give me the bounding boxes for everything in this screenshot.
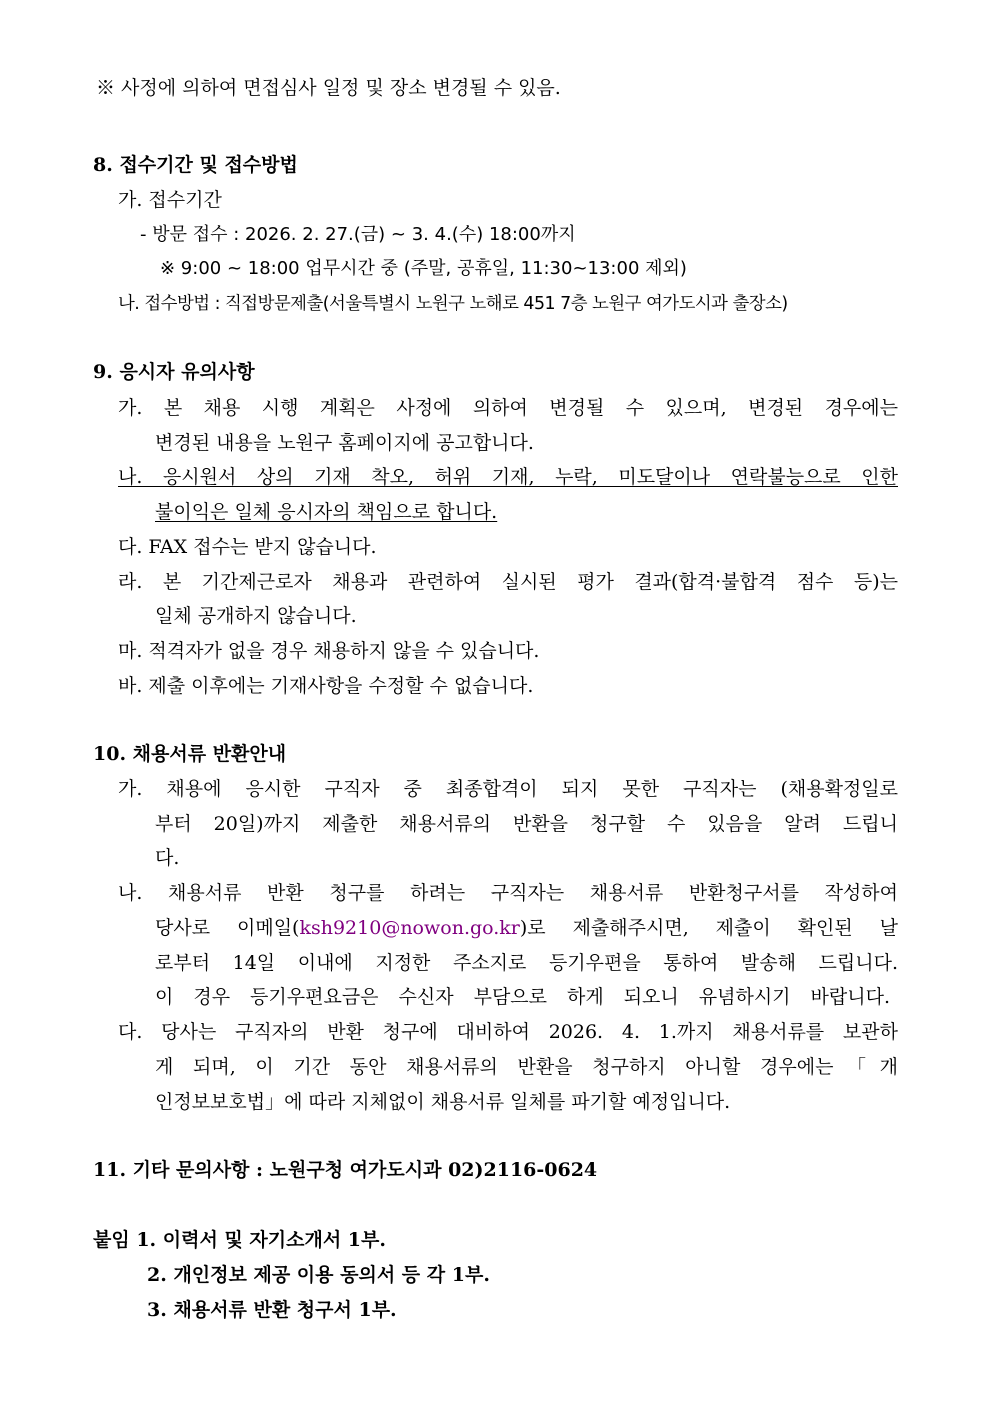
attachment-item-1: 붙임 1. 이력서 및 자기소개서 1부. (93, 1229, 386, 1251)
section-9-item-a-line1: 가. 본 채용 시행 계획은 사정에 의하여 변경될 수 있으며, 변경된 경우에는 (118, 397, 898, 419)
section-11-contact: 11. 기타 문의사항 : 노원구청 여가도시과 02)2116-0624 (93, 1159, 598, 1181)
section-10-item-c-line2: 게 되며, 이 기간 동안 채용서류의 반환을 청구하지 아니할 경우에는「개 (155, 1056, 898, 1078)
section-9-heading: 9. 응시자 유의사항 (93, 361, 255, 383)
section-9-item-c: 다. FAX 접수는 받지 않습니다. (118, 536, 377, 558)
section-9-item-a-line2: 변경된 내용을 노원구 홈페이지에 공고합니다. (155, 432, 534, 454)
section-10-item-a-line1: 가. 채용에 응시한 구직자 중 최종합격이 되지 못한 구직자는 (채용확정일로 (118, 778, 898, 800)
attachment-item-2: 2. 개인정보 제공 이용 동의서 등 각 1부. (147, 1264, 490, 1286)
section-10-item-b-line1: 나. 채용서류 반환 청구를 하려는 구직자는 채용서류 반환청구서를 작성하여 (118, 882, 898, 904)
section-10-heading: 10. 채용서류 반환안내 (93, 743, 287, 765)
section-10-item-b-line4: 이 경우 등기우편요금은 수신자 부담으로 하게 되오니 유념하시기 바랍니다. (155, 986, 890, 1008)
section-10-item-a-line2: 부터 20일)까지 제출한 채용서류의 반환을 청구할 수 있음을 알려 드립니 (155, 813, 898, 835)
section-10-item-c-line1: 다. 당사는 구직자의 반환 청구에 대비하여 2026. 4. 1.까지 채용서류를 보관하 (118, 1021, 898, 1043)
email-suffix-text: )로 제출해주시면, 제출이 확인된 날 (519, 917, 898, 939)
email-link[interactable]: ksh9210@nowon.go.kr (299, 917, 520, 939)
section-9-item-f: 바. 제출 이후에는 기재사항을 수정할 수 없습니다. (118, 675, 534, 697)
email-prefix-text: 당사로 이메일( (155, 917, 300, 939)
section-8-business-hours: ※ 9:00 ~ 18:00 업무시간 중 (주말, 공휴일, 11:30~13:00 제외) (160, 258, 687, 279)
section-9-item-d-line2: 일체 공개하지 않습니다. (155, 605, 357, 627)
section-10-item-a-line3: 다. (155, 847, 180, 869)
section-9-item-d-line1: 라. 본 기간제근로자 채용과 관련하여 실시된 평가 결과(합격·불합격 점수 등)는 (118, 571, 898, 593)
section-8-heading: 8. 접수기간 및 접수방법 (93, 154, 298, 176)
section-8-method: 나. 접수방법 : 직접방문제출(서울특별시 노원구 노해로 451 7층 노원구 여가도시과 출장소) (118, 294, 788, 314)
schedule-change-note: ※ 사정에 의하여 면접심사 일정 및 장소 변경될 수 있음. (96, 77, 561, 99)
section-10-item-b-line3: 로부터 14일 이내에 지정한 주소지로 등기우편을 통하여 발송해 드립니다. (155, 952, 898, 974)
section-9-item-b-line2: 불이익은 일체 응시자의 책임으로 합니다. (155, 501, 498, 523)
section-10-item-c-line3: 인정보보호법」에 따라 지체없이 채용서류 일체를 파기할 예정입니다. (155, 1091, 731, 1113)
section-8-period-label: 가. 접수기간 (118, 189, 222, 211)
section-10-item-b-line2 (155, 916, 898, 940)
section-9-item-e: 마. 적격자가 없을 경우 채용하지 않을 수 있습니다. (118, 640, 540, 662)
section-9-item-b-line1: 나. 응시원서 상의 기재 착오, 허위 기재, 누락, 미도달이나 연락불능으로 인한 (118, 466, 898, 488)
section-8-visit-period: - 방문 접수 : 2026. 2. 27.(금) ~ 3. 4.(수) 18:00까지 (140, 224, 576, 245)
attachment-item-3: 3. 채용서류 반환 청구서 1부. (147, 1299, 397, 1321)
